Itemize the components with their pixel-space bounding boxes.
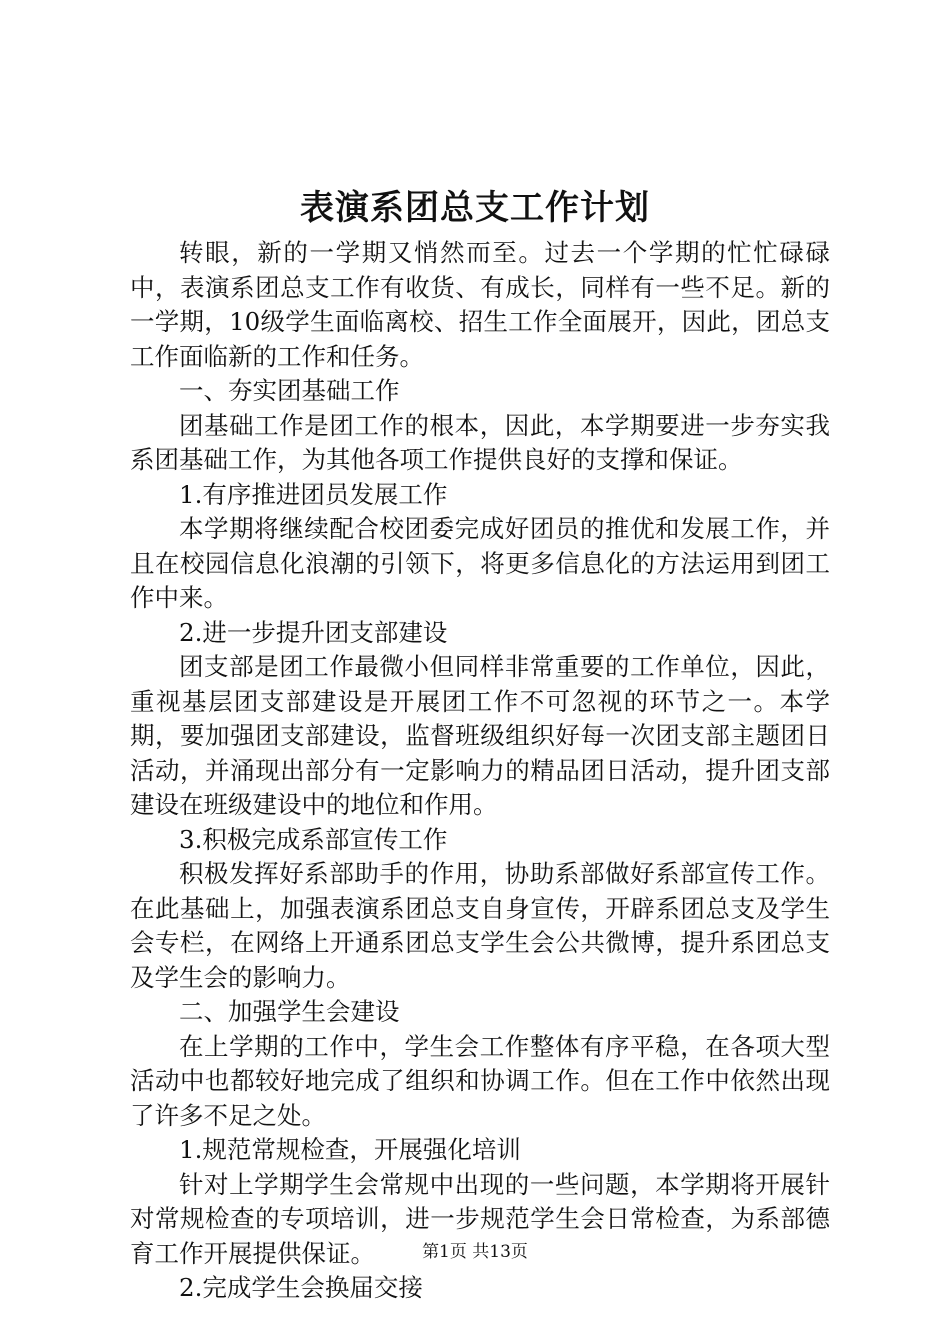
paragraph: 积极发挥好系部助手的作用，协助系部做好系部宣传工作。在此基础上，加强表演系团总支自身宣传，开辟系团总支及学生会专栏，在网络上开通系团总支学生会公共微博，提升系团总支及学生会的影响力。 <box>130 859 830 992</box>
paragraph: 在上学期的工作中，学生会工作整体有序平稳，在各项大型活动中也都较好地完成了组织和协调工作。但在工作中依然出现了许多不足之处。 <box>130 1031 830 1130</box>
subsection-heading: 2.进一步提升团支部建设 <box>179 617 448 647</box>
page-number-footer: 第1页 共13页 <box>422 1242 528 1262</box>
paragraph: 团支部是团工作最微小但同样非常重要的工作单位，因此，重视基层团支部建设是开展团工作不可忽视的环节之一。本学期，要加强团支部建设，监督班级组织好每一次团支部主题团日活动，并涌现出部分有一定影响力的精品团日活动，提升团支部建设在班级建设中的地位和作用。 <box>130 652 830 819</box>
paragraph: 团基础工作是团工作的根本，因此，本学期要进一步夯实我系团基础工作，为其他各项工作提供良好的支撑和保证。 <box>130 410 830 474</box>
section-heading: 一、夯实团基础工作 <box>179 376 400 405</box>
document-body <box>130 236 830 1306</box>
subsection-heading: 1.有序推进团员发展工作 <box>179 479 448 509</box>
paragraph: 针对上学期学生会常规中出现的一些问题，本学期将开展针对常规检查的专项培训，进一步规范学生会日常检查，为系部德育工作开展提供保证。 <box>130 1169 830 1268</box>
subsection-heading: 1.规范常规检查，开展强化培训 <box>179 1135 521 1164</box>
document-title: 表演系团总支工作计划 <box>300 188 650 228</box>
paragraph: 本学期将继续配合校团委完成好团员的推优和发展工作，并且在校园信息化浪潮的引领下，将更多信息化的方法运用到团工作中来。 <box>130 514 830 612</box>
section-heading: 二、加强学生会建设 <box>179 997 400 1026</box>
subsection-heading: 3.积极完成系部宣传工作 <box>179 824 448 854</box>
subsection-heading: 2.完成学生会换届交接 <box>179 1273 423 1302</box>
paragraph: 转眼，新的一学期又悄然而至。过去一个学期的忙忙碌碌中，表演系团总支工作有收货、有成长，同样有一些不足。新的一学期，10级学生面临离校、招生工作全面展开，因此，团总支工作面临新的工作和任务。 <box>130 238 830 371</box>
